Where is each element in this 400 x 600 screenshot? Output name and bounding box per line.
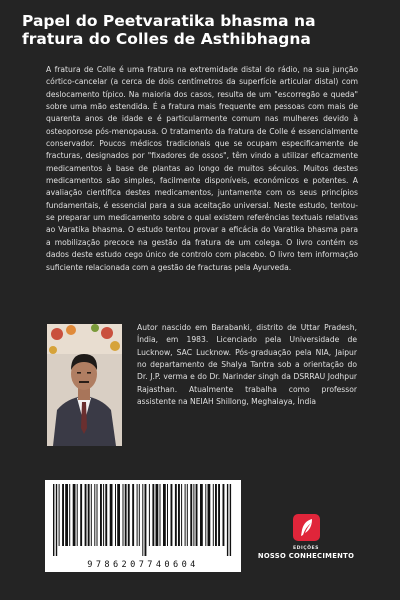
author-photo (47, 324, 122, 446)
barcode-bars (45, 480, 241, 560)
feather-quill-icon (293, 514, 320, 541)
isbn-number: 9786207740604 (87, 560, 199, 570)
book-title: Papel do Peetvaratika bhasma na fratura do Colles de Asthibhagna (22, 12, 316, 48)
publisher-label: EDIÇÕES (293, 546, 319, 551)
isbn-barcode (45, 480, 241, 572)
publisher-name: NOSSO CONHECIMENTO (257, 552, 355, 560)
author-portrait-image (47, 324, 122, 446)
author-bio: Autor nascido em Barabanki, distrito de Uttar Pradesh, Índia, em 1983. Licenciado pela Universidade de Lucknow, SAC Lucknow. Pós-graduação pela NIA, Jaipur no departamento de Shalya Tantra sob a orientação do Dr. J.P. verma e do Dr. Narinder singh da DSRRAU Jodhpur Rajasthan. Atualmente trabalha como professor assistente na NEIAH Shillong, Meghalaya, Índia (137, 323, 357, 407)
publisher-block (256, 514, 356, 574)
book-description: A fratura de Colle é uma fratura na extremidade distal do rádio, na sua junção córtico-cancelar (a cerca de dois centímetros da superfície articular distal) com deslocamento típico. Na maioria dos casos, resulta de um "escorregão e queda" sobre uma mão estendida. É a fratura mais frequente em pessoas com mais de quarenta anos de idade e é particularmente comum nas mulheres devido à osteoporose pós-menopausa. O tratamento da fratura de Colle é essencialmente conservador. Poucos médicos tradicionais que se ocupam especificamente de fracturas, designados por "fixadores de ossos", têm vindo a utilizar eficazmente medicamentos à base de plantas ao longo de muitos séculos. Muitos destes medicamentos são simples, facilmente disponíveis, económicos e potentes. A avaliação científica destes medicamentos, juntamente com os seus princípios fundamentais, é essencial para a sua aceitação universal. Neste estudo, tentou-se preparar um medicamento sobre o qual existem referências textuais relativas ao Varatika bhasma. O estudo tentou provar a eficácia do Varatika bhasma para a mobilização precoce na gestão da fratura de um colega. O livro contém os dados deste estudo cego único de controlo com placebo. O livro tem informação suficiente relacionada com a gestão de fracturas pela Ayurveda. (46, 65, 358, 272)
